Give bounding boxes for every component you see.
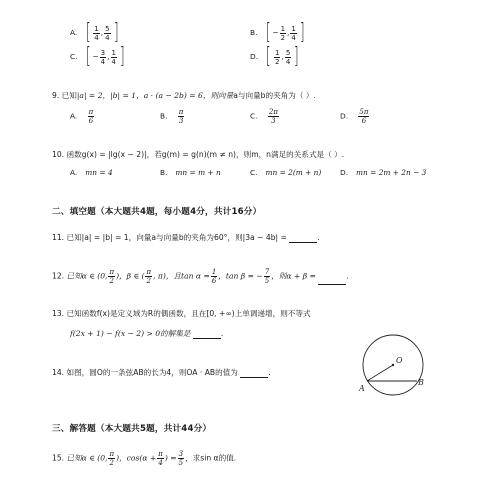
q9-option-c: C. $\frac{2\pi}{3}$ bbox=[250, 108, 278, 125]
q13-line1: 13. 已知函数f(x)是定义域为R的偶函数，且在[0, +∞)上单调递增，则不等式 bbox=[52, 309, 311, 318]
question-number: 14. bbox=[52, 368, 65, 377]
question-number: 10. bbox=[52, 150, 65, 159]
circle-figure bbox=[355, 328, 440, 398]
answer-blank bbox=[240, 369, 268, 378]
q9-stem: 9. 已知|a| = 2，|b| = 1，a · (a − 2b) = 6，则向量a与向量b的夹角为（ ）. bbox=[52, 91, 316, 100]
q10-stem: 10. 函数g(x) = |lg(x − 2)|，若g(m) = g(n)(m ≠ n)，则m，n满足的关系式是（ ）. bbox=[52, 150, 345, 159]
q10-option-a: A. mn = 4 bbox=[70, 168, 113, 177]
option-letter: C. bbox=[70, 52, 78, 61]
question-number: 11. bbox=[52, 233, 65, 242]
question-number: 9. bbox=[52, 91, 60, 100]
answer-blank bbox=[318, 276, 346, 285]
center-dot bbox=[392, 364, 394, 366]
section-title-solutions: 三、解答题（本大题共5题，共计44分） bbox=[52, 424, 212, 434]
q10-option-c: C. mn = 2(m + n) bbox=[250, 168, 322, 177]
radius-oa bbox=[367, 365, 393, 381]
label-b: B bbox=[418, 378, 424, 387]
answer-blank bbox=[193, 330, 221, 339]
q9-option-d: D. $\frac{5\pi}{6}$ bbox=[340, 108, 369, 125]
section-title-fill-in: 二、填空题（本大题共4题，每小题4分，共计16分） bbox=[52, 207, 262, 217]
question-number: 13. bbox=[52, 309, 65, 318]
q14-stem: 14. 如图，圆O的一条弦AB的长为4，则OA · AB的值为 . bbox=[52, 368, 271, 377]
q8-option-c: C. [ − $\frac{3}{4}$ , $\frac{1}{4}$ ] bbox=[70, 44, 125, 69]
answer-blank bbox=[289, 234, 317, 243]
q8-option-d: D. [ $\frac{1}{2}$ , $\frac{5}{4}$ ] bbox=[250, 44, 299, 69]
option-letter: B. bbox=[250, 28, 258, 37]
q8-option-b: B. [ − $\frac{1}{2}$ , $\frac{1}{4}$ ] bbox=[250, 20, 305, 45]
q11-stem: 11. 已知|a| = |b| = 1，向量a与向量b的夹角为60°，则|3a − 4b| = . bbox=[52, 233, 320, 242]
label-o: O bbox=[396, 356, 403, 365]
q9-option-b: B. $\frac{\pi}{3}$ bbox=[160, 108, 184, 125]
q12-stem: 12. 已知α ∈ (0, $\frac{\pi}{2}$ )，β ∈ ( $\frac{\pi}{2}$ , π)，且tan α = $\frac{1}{6}$ ，tan β = − $\frac{7}{5}$ ，则α + β = . bbox=[52, 268, 349, 285]
label-a: A bbox=[359, 384, 365, 393]
q10-option-d: D. mn = 2m + 2n − 3 bbox=[340, 168, 427, 177]
q13-line2: f(2x + 1) − f(x − 2) > 0的解集是 . bbox=[70, 329, 224, 338]
q8-option-a: A. [ $\frac{1}{4}$ , $\frac{5}{4}$ ] bbox=[70, 20, 119, 45]
option-letter: A. bbox=[70, 28, 78, 37]
question-number: 12. bbox=[52, 271, 65, 281]
q9-option-a: A. $\frac{\pi}{6}$ bbox=[70, 108, 94, 125]
q15-stem: 15. 已知α ∈ (0, $\frac{\pi}{2}$ )，cos(α + $\frac{\pi}{4}$ ) = $\frac{3}{5}$ ，求sin α的值. bbox=[52, 450, 237, 467]
option-letter: D. bbox=[250, 52, 259, 61]
question-number: 15. bbox=[52, 453, 65, 463]
q10-option-b: B. mn = m + n bbox=[160, 168, 221, 177]
